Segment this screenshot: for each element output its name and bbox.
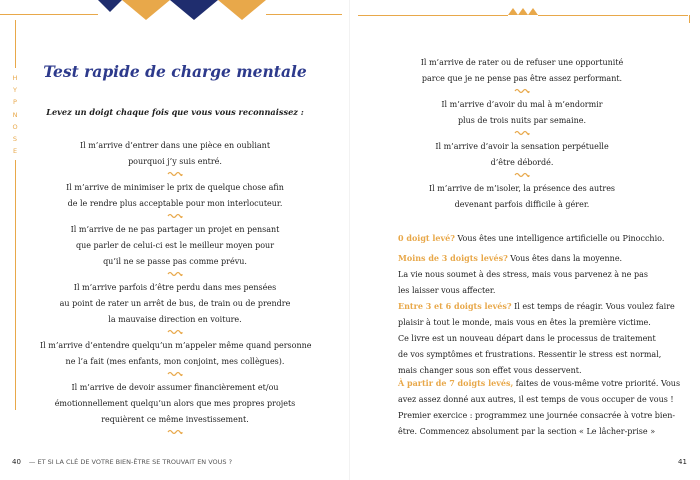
top-rule-right	[358, 15, 508, 16]
statement-line: plus de trois nuits par semaine.	[457, 116, 587, 125]
statement-line: de le rendre plus acceptable pour mon interlocuteur.	[67, 199, 283, 208]
statement-line: parce que je ne pense pas être assez performant.	[421, 74, 623, 83]
page-number-left: 40	[12, 458, 21, 466]
statement-line: qu’il ne se passe pas comme prévu.	[103, 257, 247, 266]
top-rule-left	[0, 14, 98, 15]
running-title: — ET SI LA CLÉ DE VOTRE BIEN-ÊTRE SE TROUVAIT EN VOUS ?	[28, 458, 233, 466]
result-label: Entre 3 et 6 doigts levés?	[398, 301, 512, 311]
result-text: faites de vous-même votre priorité. Vous	[513, 379, 681, 388]
statement-line: ne l’a fait (mes enfants, mon conjoint, mes collègues).	[65, 357, 285, 366]
side-letter: S	[12, 135, 18, 144]
page-title: Test rapide de charge mentale	[43, 62, 307, 81]
wavy-separator	[167, 329, 183, 335]
result-text: de vos symptômes et frustrations. Ressentir le stress est normal,	[398, 350, 662, 359]
result-label: À partir de 7 doigts levés,	[398, 378, 514, 388]
statement	[392, 139, 652, 171]
side-rule-top	[15, 20, 16, 68]
statement	[40, 338, 310, 370]
statement	[392, 181, 652, 213]
page-subtitle: Levez un doigt chaque fois que vous vous reconnaissez :	[46, 107, 304, 117]
result-label: 0 doigt levé?	[398, 233, 455, 243]
wavy-separator	[514, 130, 530, 136]
result-text: les laisser vous affecter.	[398, 286, 496, 295]
statement-line: émotionnellement quelqu’un alors que mes propres projets	[54, 399, 296, 408]
statement-line: Il m’arrive de ne pas partager un projet en pensant	[70, 225, 280, 234]
statement-line: Il m’arrive de m’isoler, la présence des autres	[428, 184, 616, 193]
wavy-separator	[514, 172, 530, 178]
statement	[40, 138, 310, 170]
side-word	[9, 72, 21, 157]
statement-line: Il m’arrive d’entendre quelqu’un m’appeler même quand personne	[40, 341, 312, 350]
statement-line: Il m’arrive d’entrer dans une pièce en oubliant	[79, 141, 271, 150]
result-paragraph	[398, 250, 668, 299]
side-letter: Y	[13, 86, 17, 95]
result-text: être. Commencez absolument par la section « Le lâcher-prise »	[398, 427, 656, 436]
side-letter: P	[13, 98, 17, 107]
result-label: Moins de 3 doigts levés?	[398, 253, 508, 263]
statement-line: devenant parfois difficile à gérer.	[454, 200, 590, 209]
result-paragraph	[398, 230, 668, 247]
statement	[40, 222, 310, 270]
statement	[392, 55, 652, 87]
page-number-right: 41	[678, 458, 687, 466]
statement-line: d’être débordé.	[490, 158, 554, 167]
statement-line: requièrent ce même investissement.	[101, 415, 249, 424]
wavy-separator	[167, 213, 183, 219]
statement-line: la mauvaise direction en voiture.	[108, 315, 242, 324]
statement-line: pourquoi j’y suis entré.	[128, 157, 222, 166]
result-text: Vous êtes une intelligence artificielle ou Pinocchio.	[454, 234, 665, 243]
result-text: mais changer sous son effet vous desservent.	[398, 366, 582, 375]
side-letter: N	[12, 110, 18, 119]
side-rule-bottom	[15, 160, 16, 410]
wavy-separator	[514, 88, 530, 94]
side-letter: H	[12, 74, 18, 82]
side-letter: O	[12, 122, 18, 131]
wavy-separator	[167, 271, 183, 277]
result-paragraph	[398, 375, 681, 440]
result-text: Vous êtes dans la moyenne.	[507, 254, 623, 263]
footer-left	[12, 458, 232, 466]
wavy-separator	[167, 371, 183, 377]
result-paragraph	[398, 298, 675, 379]
result-text: Ce livre est un nouveau départ dans le processus de traitement	[398, 334, 656, 343]
side-letter: E	[12, 147, 18, 156]
result-text: plaisir à tout le monde, mais vous en êtes la première victime.	[398, 318, 651, 327]
wavy-separator	[167, 429, 183, 435]
statement	[40, 380, 310, 428]
page-gutter	[349, 0, 350, 480]
top-rule-left-2	[266, 14, 342, 15]
statement-line: Il m’arrive de devoir assumer financièrement et/ou	[71, 383, 279, 392]
statement-line: Il m’arrive de rater ou de refuser une opportunité	[420, 58, 624, 67]
statement-line: Il m’arrive d’avoir du mal à m’endormir	[441, 100, 603, 109]
result-text: avez assez donné aux autres, il est temps de vous occuper de vous !	[398, 395, 674, 404]
statement-line: au point de rater un arrêt de bus, de train ou de prendre	[59, 299, 291, 308]
result-text: La vie nous soumet à des stress, mais vous parvenez à ne pas	[398, 270, 648, 279]
statement-line: Il m’arrive de minimiser le prix de quelque chose afin	[66, 183, 284, 192]
triangle-decoration	[0, 0, 340, 22]
result-text: Premier exercice : programmez une journée consacrée à votre bien-	[398, 411, 676, 420]
top-rule-right-3	[689, 15, 690, 23]
statement	[40, 280, 310, 328]
statement-line: que parler de celui-ci est le meilleur moyen pour	[75, 241, 275, 250]
result-text: Il est temps de réagir. Vous voulez faire	[511, 302, 675, 311]
statement-line: Il m’arrive parfois d’être perdu dans mes pensées	[73, 283, 277, 292]
mini-triangle-decoration	[508, 6, 538, 16]
top-rule-right-2	[538, 15, 688, 16]
statement-line: Il m’arrive d’avoir la sensation perpétuelle	[435, 142, 609, 151]
wavy-separator	[167, 171, 183, 177]
statement	[40, 180, 310, 212]
statement	[392, 97, 652, 129]
